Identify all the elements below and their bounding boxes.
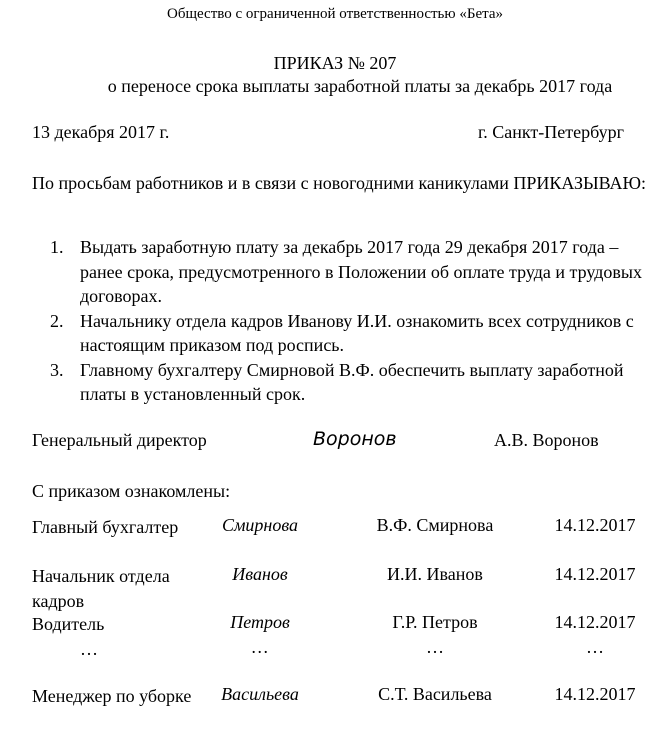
employee-signature: … <box>251 637 268 657</box>
order-city: г. Санкт-Петербург <box>477 122 624 142</box>
ack-date: … <box>586 637 604 657</box>
order-items-list <box>50 235 660 407</box>
list-item <box>50 235 660 309</box>
ack-date: 14.12.2017 <box>554 564 636 584</box>
item-number: 2. <box>50 310 64 331</box>
director-role: Генеральный директор <box>32 430 207 450</box>
employee-name: И.И. Иванов <box>387 564 483 584</box>
employee-name: … <box>426 637 444 657</box>
employee-name: Г.Р. Петров <box>392 612 478 632</box>
director-name: А.В. Воронов <box>494 430 599 450</box>
item-text: Начальнику отдела кадров Иванову И.И. ознакомить всех сотрудников с настоящим приказом под роспись. <box>80 310 634 355</box>
acknowledgement-heading: С приказом ознакомлены: <box>32 481 231 501</box>
employee-signature: Смирнова <box>221 515 299 535</box>
order-date: 13 декабря 2017 г. <box>32 122 170 142</box>
employee-name: С.Т. Васильева <box>378 684 492 704</box>
employee-role: Начальник отдела кадров <box>32 566 170 611</box>
ack-date: 14.12.2017 <box>554 612 636 632</box>
item-text: Главному бухгалтеру Смирновой В.Ф. обеспечить выплату заработной платы в установленный срок. <box>80 359 624 404</box>
item-number: 1. <box>50 237 64 257</box>
employee-signature: Петров <box>230 612 290 632</box>
order-title: ПРИКАЗ № 207 <box>273 53 397 73</box>
list-item <box>50 309 660 358</box>
item-number: 3. <box>50 359 64 380</box>
employee-name: В.Ф. Смирнова <box>376 515 494 535</box>
employee-signature: Васильева <box>221 684 299 704</box>
director-signature: Воронов <box>313 428 397 450</box>
organization-name: Общество с ограниченной ответственностью «Бета» <box>166 6 503 22</box>
employee-role: … <box>80 639 98 659</box>
item-text: Выдать заработную плату за декабрь 2017 года 29 декабря 2017 года – ранее срока, предусмотренного в Положении об оплате труда и трудовых договорах. <box>80 237 643 306</box>
ack-date: 14.12.2017 <box>554 684 636 704</box>
employee-role: Главный бухгалтер <box>32 517 179 537</box>
order-subtitle: о переносе срока выплаты заработной платы за декабрь 2017 года <box>107 76 613 96</box>
list-item <box>50 358 660 407</box>
employee-role: Менеджер по уборке <box>32 686 192 706</box>
employee-role: Водитель <box>32 614 105 634</box>
order-intro: По просьбам работников и в связи с новогодними каникулами ПРИКАЗЫВАЮ: <box>32 173 647 193</box>
employee-signature: Иванов <box>232 564 288 584</box>
ack-date: 14.12.2017 <box>554 515 636 535</box>
